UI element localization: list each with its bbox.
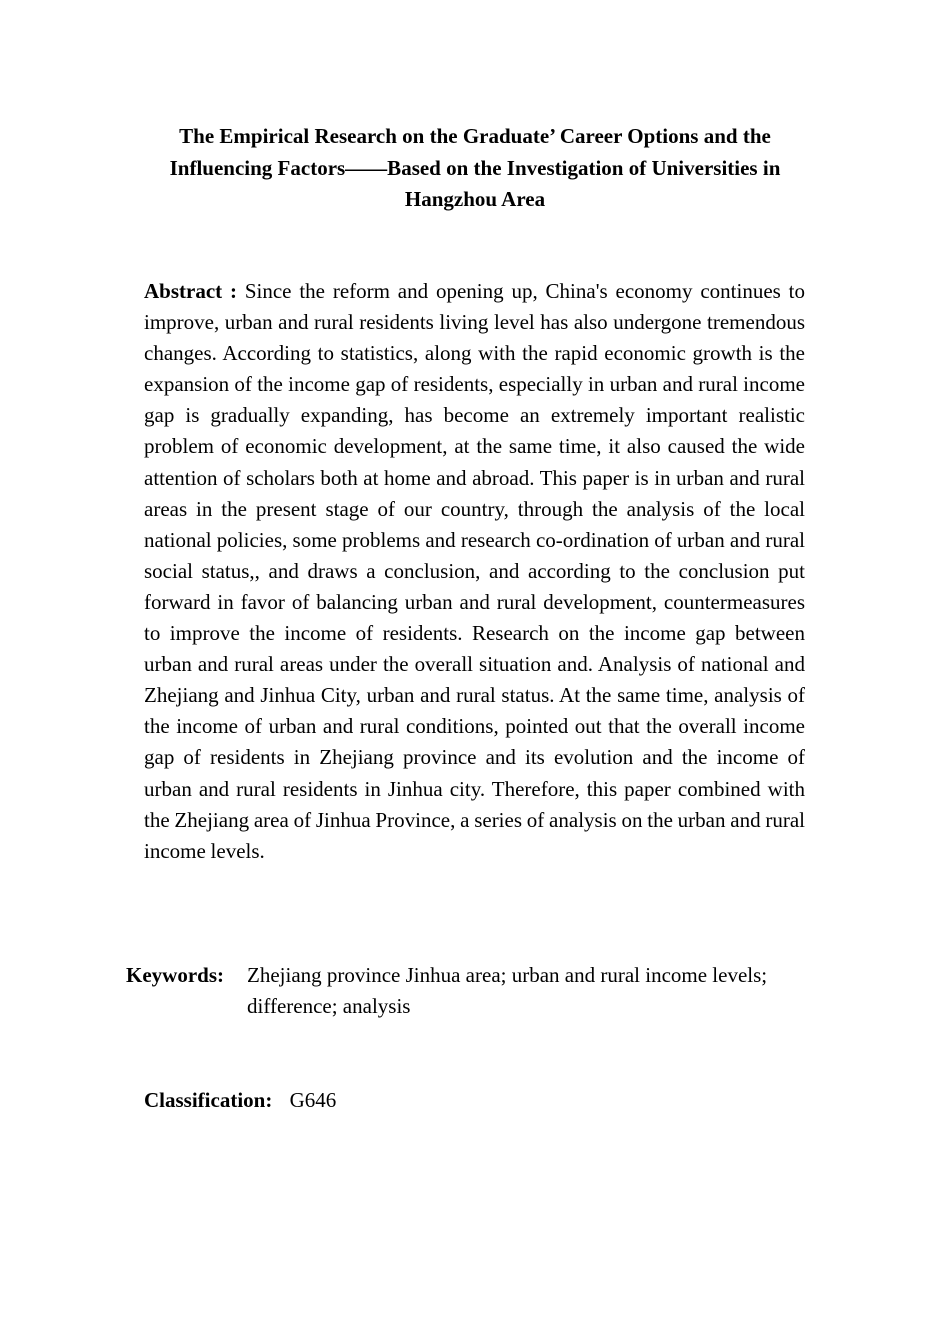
abstract-paragraph (144, 276, 805, 867)
keywords-label: Keywords: (126, 963, 224, 987)
keywords-text: Zhejiang province Jinhua area; urban and rural income levels; difference; analysis (247, 963, 768, 1019)
classification-value: G646 (289, 1088, 337, 1112)
classification-label: Classification: (144, 1088, 273, 1112)
keywords-section (126, 960, 806, 1022)
classification-section (144, 1085, 336, 1116)
abstract-text: Since the reform and opening up, China's economy continues to improve, urban and rural residents living level has also undergone tremendous changes. According to statistics, along with the rapid economic growth is the expansion of the income gap of residents, especially in urban and rural income gap is gradually expanding, has become an extremely important realistic problem of economic development, at the same time, it also caused the wide attention of scholars both at home and abroad. This paper is in urban and rural areas in the present stage of our country, through the analysis of the local national policies, some problems and research co-ordination of urban and rural social status,, and draws a conclusion, and according to the conclusion put forward in favor of balancing urban and rural development, countermeasures to improve the income of residents. Research on the income gap between urban and rural areas under the overall situation and. Analysis of national and Zhejiang and Jinhua City, urban and rural status. At the same time, analysis of the income of urban and rural conditions, pointed out that the overall income gap of residents in Zhejiang province and its evolution and the income of urban and rural residents in Jinhua city. Therefore, this paper combined with the Zhejiang area of Jinhua Province, a series of analysis on the urban and rural income levels. (144, 279, 805, 863)
paper-title: The Empirical Research on the Graduate’ Career Options and the Influencing Factors——Based on the Investigation of Universities in Hangzhou Area (169, 124, 781, 211)
abstract-label: Abstract : (144, 279, 237, 303)
